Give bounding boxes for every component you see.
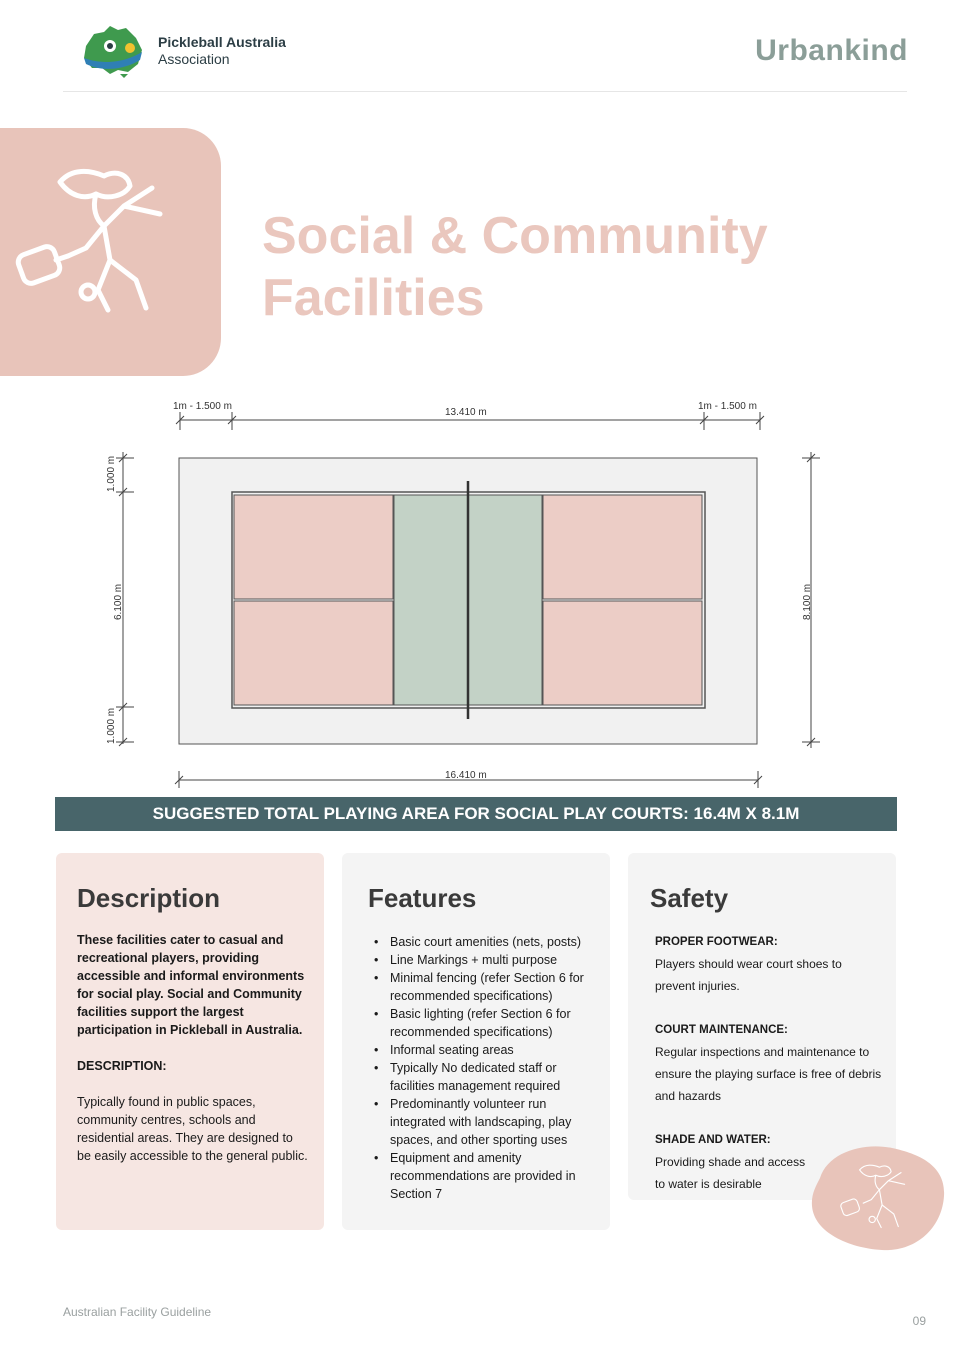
service-box-right-top bbox=[543, 495, 702, 599]
safety-block-shade bbox=[655, 1129, 815, 1195]
footer-document-title: Australian Facility Guideline bbox=[63, 1305, 212, 1319]
playing-area-banner: SUGGESTED TOTAL PLAYING AREA FOR SOCIAL PLAY COURTS: 16.4M X 8.1M bbox=[55, 797, 897, 831]
pickleball-player-icon bbox=[12, 160, 187, 330]
service-box-left-top bbox=[234, 495, 393, 599]
dim-left-top: 1.000 m bbox=[106, 455, 117, 492]
dim-right: 8.100 m bbox=[802, 583, 813, 620]
safety-block-title: PROPER FOOTWEAR: bbox=[655, 936, 778, 948]
feature-item: • Basic court amenities (nets, posts) bbox=[372, 933, 604, 951]
feature-item: • Typically No dedicated staff or facilities management required bbox=[372, 1059, 604, 1095]
dim-top-left: 1m - 1.500 m bbox=[173, 401, 232, 412]
pickleball-player-blob-icon bbox=[808, 1140, 948, 1255]
safety-block-title: COURT MAINTENANCE: bbox=[655, 1024, 788, 1036]
feature-item: • Line Markings + multi purpose bbox=[372, 951, 604, 969]
features-heading: Features bbox=[368, 883, 477, 913]
safety-block-text: Providing shade and access to water is desirable bbox=[655, 1155, 806, 1191]
page-number: 09 bbox=[912, 1314, 926, 1328]
features-list bbox=[372, 933, 604, 1203]
safety-block-maintenance bbox=[655, 1019, 885, 1107]
page-title bbox=[262, 205, 768, 329]
description-card bbox=[56, 853, 324, 1230]
safety-block-text: Regular inspections and maintenance to ensure the playing surface is free of debris and hazards bbox=[655, 1045, 882, 1103]
title-line1: Social & Community bbox=[262, 207, 768, 265]
feature-item: • Predominantly volunteer run integrated with landscaping, play spaces, and other sporting uses bbox=[372, 1095, 604, 1149]
dim-top-right: 1m - 1.500 m bbox=[698, 401, 757, 412]
feature-item: • Basic lighting (refer Section 6 for recommended specifications) bbox=[372, 1005, 604, 1041]
features-card bbox=[342, 853, 610, 1230]
feature-item: • Equipment and amenity recommendations are provided in Section 7 bbox=[372, 1149, 604, 1203]
dim-top-center: 13.410 m bbox=[445, 407, 487, 418]
org-name-line1: Pickleball Australia bbox=[158, 34, 286, 50]
safety-block-footwear bbox=[655, 931, 885, 997]
org-name-line2: Association bbox=[158, 51, 230, 67]
brand-wordmark: Urbankind bbox=[755, 34, 908, 67]
dim-bottom: 16.410 m bbox=[445, 770, 487, 781]
header-divider bbox=[63, 91, 907, 92]
feature-item: • Minimal fencing (refer Section 6 for recommended specifications) bbox=[372, 969, 604, 1005]
safety-block-text: Players should wear court shoes to prevent injuries. bbox=[655, 957, 842, 993]
service-box-left-bottom bbox=[234, 601, 393, 705]
title-line2: Facilities bbox=[262, 269, 485, 327]
description-paragraph-3: Typically found in public spaces, community centres, schools and residential areas. They are designed to be easily accessible to the general public. bbox=[77, 1095, 308, 1163]
description-body bbox=[77, 931, 309, 1183]
safety-block-title: SHADE AND WATER: bbox=[655, 1134, 771, 1146]
description-heading: Description bbox=[77, 883, 221, 913]
description-paragraph-2: DESCRIPTION: bbox=[77, 1059, 167, 1073]
description-paragraph-1: These facilities cater to casual and recreational players, providing accessible and informal environments for social play. Social and Community facilities support the largest participation in Pickleball in Australia. bbox=[77, 933, 305, 1037]
service-box-right-bottom bbox=[543, 601, 702, 705]
organization-name bbox=[158, 34, 286, 68]
pickleball-australia-logo bbox=[80, 24, 150, 78]
feature-item: • Informal seating areas bbox=[372, 1041, 604, 1059]
safety-heading: Safety bbox=[650, 883, 729, 913]
dim-left-mid: 6.100 m bbox=[113, 583, 124, 620]
court-diagram bbox=[90, 392, 880, 792]
dim-left-bottom: 1.000 m bbox=[106, 707, 117, 744]
